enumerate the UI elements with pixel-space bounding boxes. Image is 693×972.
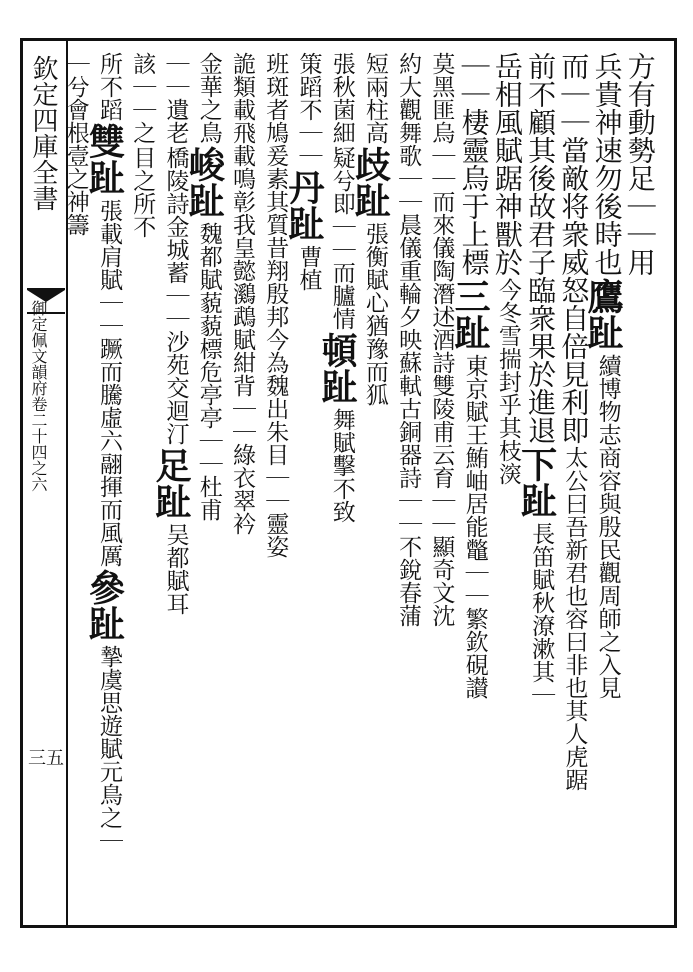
left-border	[20, 38, 23, 928]
page-title: 欽定四庫全書	[28, 55, 58, 211]
entry-heading: 丹趾	[282, 169, 325, 241]
text-column: 續博物志商容與殷民觀周師之入見	[594, 354, 621, 699]
top-border	[20, 38, 677, 41]
text-column: 張秋菌細	[328, 52, 355, 144]
text-column: 策蹈不｜｜	[295, 52, 322, 167]
text-column: 目之所不	[129, 146, 156, 238]
entry-heading: 三趾	[449, 278, 492, 350]
text-column: 太公曰吾新君也容曰非也其人虎踞	[561, 446, 588, 791]
entry-heading: 頓趾	[316, 332, 359, 404]
text-column: 詭類載飛載鳴彰我皇懿鸂鵡賦紺背｜｜綠衣翠衿	[228, 52, 255, 535]
text-column: 今冬雪揣封乎其枝㴱	[494, 278, 521, 485]
entry-heading: 足趾	[150, 447, 192, 519]
text-column: 疑兮即｜｜而臚情	[328, 146, 355, 330]
text-column: 吴都賦耳	[162, 523, 189, 615]
text-column: 兵貴神速勿後時也	[590, 52, 624, 276]
entry-heading: 峻趾	[183, 146, 226, 218]
entry-heading: 下趾	[515, 446, 558, 518]
text-column: 橋陵詩金城蓄｜｜沙苑交迴汀	[162, 146, 189, 445]
text-column: ｜｜棲靈烏于上標	[457, 52, 491, 276]
text-column: 約大觀舞歌｜｜晨儀重輪夕映蘇軾古銅器詩｜｜不銳春蒲	[395, 52, 422, 627]
text-column: 金華之鳥	[195, 52, 222, 144]
text-column: 摯虞思遊賦元鳥之｜	[96, 645, 123, 852]
text-column: 而｜｜當敵将衆威怒自倍見利即	[557, 52, 591, 444]
bottom-border	[20, 925, 677, 928]
entry-heading: 鷹趾	[582, 278, 625, 350]
text-column: 長笛賦秋潦漱其｜	[528, 522, 555, 706]
entry-heading: 雙趾	[83, 123, 126, 195]
entry-heading: 歧趾	[349, 146, 392, 218]
text-column: 舞賦擊不致	[328, 408, 355, 523]
text-column: 短兩柱高	[361, 52, 388, 144]
text-column: 張載肩賦｜｜蹶而騰虛六翮揮而風厲	[96, 199, 123, 567]
source-label: 御定佩文韻府卷二十四之六	[29, 300, 48, 492]
text-column: 前不顧其後故君子臨衆果於進退	[524, 52, 558, 444]
entry-heading: 參趾	[83, 569, 126, 641]
text-column: 該｜｜之	[129, 52, 156, 144]
text-column: 東京賦王鮪岫居能鼈｜｜繁欽硯讃	[461, 354, 488, 699]
text-column: 方有動勢足｜｜用	[623, 52, 657, 276]
text-column: 魏都賦藐藐標危亭亭｜｜杜甫	[195, 222, 222, 521]
text-column: ｜兮會根壹之神籌	[62, 52, 89, 236]
text-column: 岳相風賦踞神獸於	[490, 52, 524, 276]
text-column: 班斑者鳩爰素其質昔翔殷邦今為魏出朱目｜｜靈姿	[262, 52, 289, 558]
text-column: 張衡賦心猶豫而狐	[361, 222, 388, 406]
text-column: 曹植	[295, 245, 322, 291]
text-column: 莫黑匪烏｜｜而來儀陶潛述酒詩雙陵甫云育｜｜顯奇文沈	[428, 52, 455, 627]
text-column: ｜｜遺老	[162, 52, 189, 144]
text-column: 所不蹈	[96, 52, 123, 121]
right-border	[674, 38, 677, 928]
page-number: 三五	[28, 748, 64, 769]
